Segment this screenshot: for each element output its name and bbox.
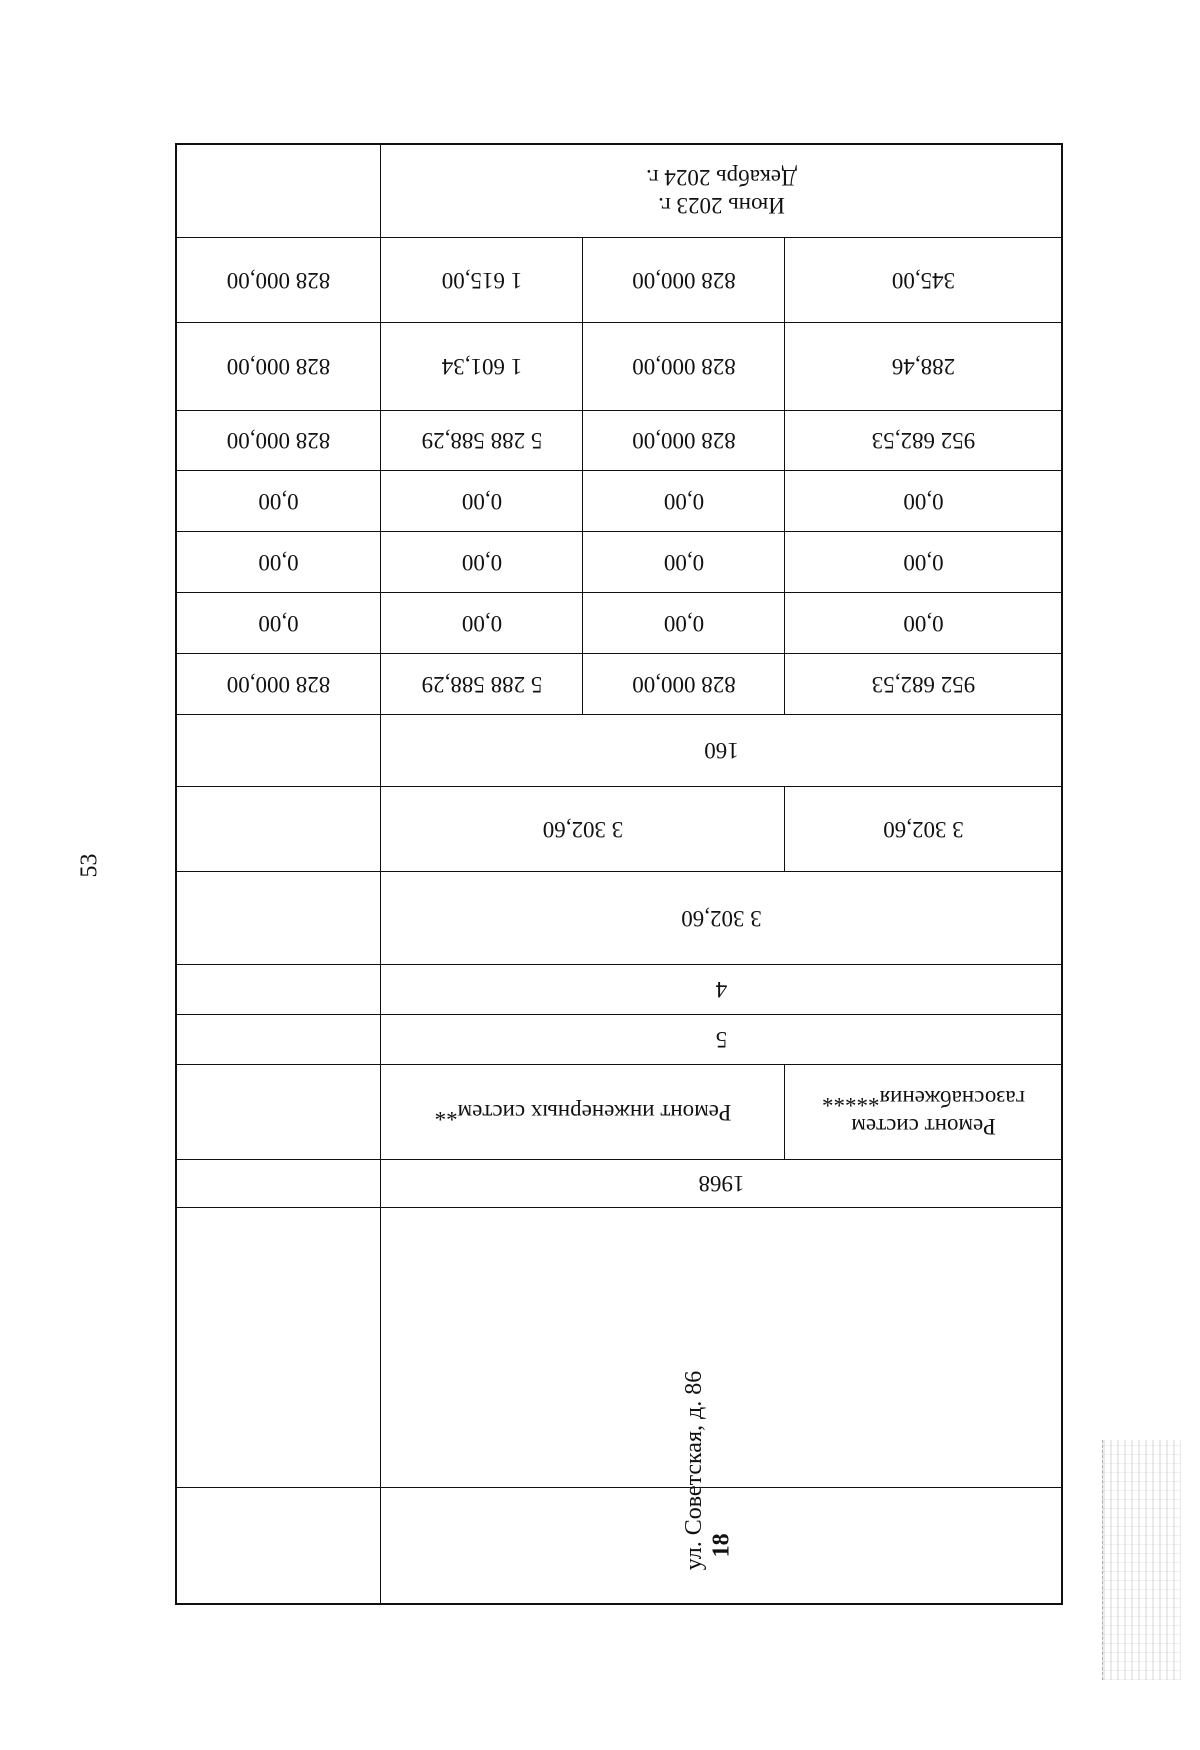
cell-c: 0,00 bbox=[903, 549, 944, 575]
cell-b: 828 000,00 bbox=[632, 354, 736, 380]
cell-c: 952 682,53 bbox=[871, 428, 976, 454]
units-count-cell: 160 bbox=[704, 738, 739, 764]
cell-a: 0,00 bbox=[461, 610, 503, 636]
table-row-period bbox=[177, 145, 1061, 238]
period-end: Декабрь 2024 г. bbox=[646, 165, 797, 190]
page-number: 53 bbox=[76, 853, 103, 878]
area-cell-a: 3 302,60 bbox=[542, 816, 624, 842]
table-row bbox=[177, 654, 1061, 715]
table-row-units bbox=[177, 715, 1061, 787]
work-gas-cell: Ремонт систем газоснабжения***** bbox=[822, 1086, 1026, 1139]
address-cell bbox=[680, 1190, 710, 1750]
cell-b: 828 000,00 bbox=[632, 428, 736, 454]
table-row-floors bbox=[177, 965, 1061, 1015]
work-engineering-cell: Ремонт инженерных систем** bbox=[434, 1099, 732, 1125]
row-number: 18 bbox=[708, 1533, 735, 1558]
table-row-entrances bbox=[177, 1015, 1061, 1065]
cell-a: 1 601,34 bbox=[441, 354, 523, 380]
cell-label: 828 000,00 bbox=[226, 354, 331, 380]
scan-stamp-image bbox=[1102, 1440, 1181, 1680]
cell-a: 1 615,00 bbox=[441, 267, 523, 293]
row-number-cell bbox=[382, 1488, 1061, 1603]
cell-label: 828 000,00 bbox=[226, 671, 331, 697]
table-row bbox=[177, 411, 1061, 471]
table-row bbox=[177, 238, 1061, 323]
cell-label: 0,00 bbox=[258, 488, 299, 514]
area-total-cell: 3 302,60 bbox=[681, 905, 762, 931]
cell-c: 345,00 bbox=[891, 267, 956, 293]
cell-b: 0,00 bbox=[663, 488, 705, 514]
cell-a: 0,00 bbox=[461, 549, 503, 575]
cell-b: 0,00 bbox=[663, 549, 705, 575]
period-cell bbox=[382, 145, 1061, 237]
cell-a: 5 288 588,29 bbox=[421, 428, 543, 454]
address-text: ул. Советская, д. 86 bbox=[681, 1370, 708, 1570]
cell-a: 5 288 588,29 bbox=[421, 671, 543, 697]
table-row-area-total bbox=[177, 872, 1061, 965]
cell-c: 952 682,53 bbox=[871, 671, 976, 697]
table-row bbox=[177, 323, 1061, 411]
table-row-number bbox=[177, 1488, 1061, 1603]
floors-cell: 4 bbox=[715, 977, 728, 1003]
cell-b: 828 000,00 bbox=[632, 267, 736, 293]
table-row-address bbox=[177, 1208, 1061, 1488]
cell-a: 0,00 bbox=[461, 488, 503, 514]
cell-b: 0,00 bbox=[663, 610, 705, 636]
table-row-work-types bbox=[177, 1065, 1061, 1160]
cell-label: 0,00 bbox=[258, 610, 299, 636]
entrances-cell: 5 bbox=[715, 1027, 728, 1053]
cell-c: 0,00 bbox=[903, 610, 944, 636]
table-row bbox=[177, 532, 1061, 593]
cell-label: 0,00 bbox=[258, 549, 299, 575]
table-row-area-split bbox=[177, 787, 1061, 872]
data-table bbox=[175, 143, 1063, 1605]
cell-label: 828 000,00 bbox=[226, 428, 331, 454]
area-cell-c: 3 302,60 bbox=[883, 816, 964, 842]
table-row bbox=[177, 593, 1061, 654]
cell-c: 0,00 bbox=[903, 488, 944, 514]
table-row bbox=[177, 471, 1061, 532]
cell-label: 828 000,00 bbox=[226, 267, 331, 293]
period-start: Июнь 2023 г. bbox=[658, 192, 785, 218]
table-row-year bbox=[177, 1160, 1061, 1208]
year-cell: 1968 bbox=[698, 1171, 745, 1197]
cell-b: 828 000,00 bbox=[632, 671, 736, 697]
cell-c: 288,46 bbox=[891, 354, 956, 380]
